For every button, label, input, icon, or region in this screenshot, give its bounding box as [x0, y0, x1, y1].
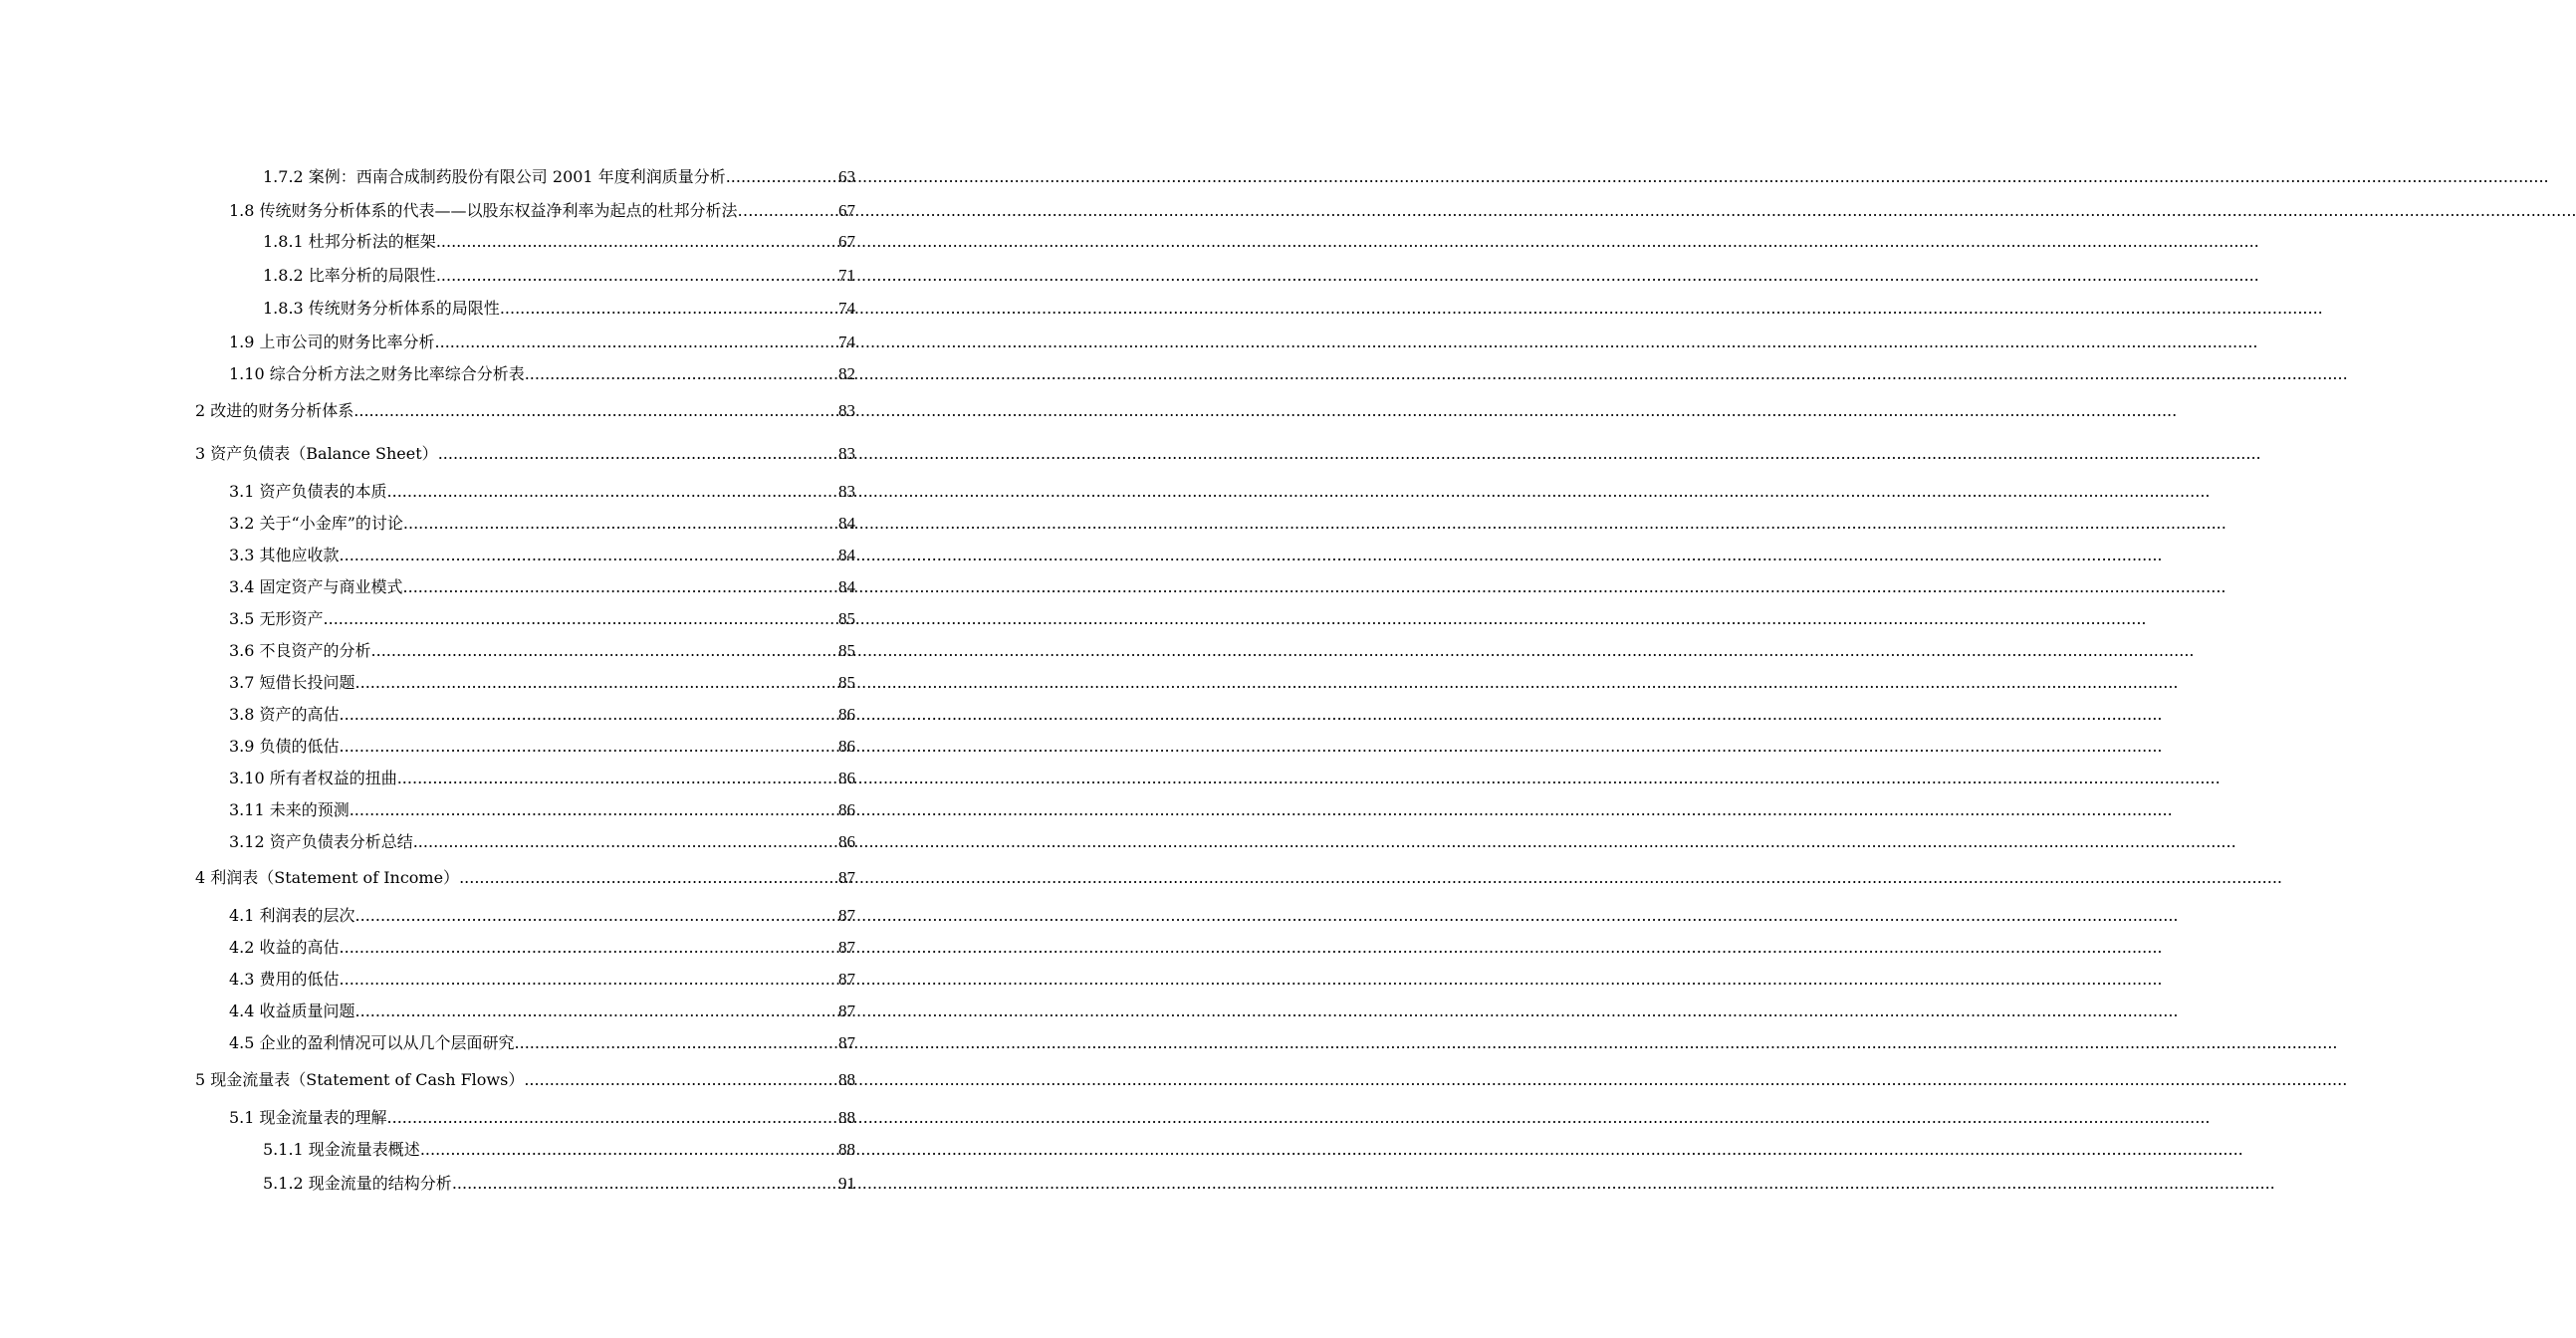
toc-dot-leader	[340, 705, 838, 725]
toc-entry[interactable]	[229, 1029, 855, 1053]
toc-entry-title: 3.4 固定资产与商业模式	[229, 577, 403, 596]
toc-entry-title: 1.8 传统财务分析体系的代表——以股东权益净利率为起点的杜邦分析法…	[229, 201, 754, 220]
toc-entry[interactable]	[229, 573, 855, 597]
toc-entry[interactable]	[229, 934, 855, 958]
toc-dot-leader	[525, 364, 838, 384]
toc-dot-leader	[355, 673, 838, 693]
toc-entry[interactable]	[263, 262, 855, 286]
toc-dot-leader	[340, 546, 838, 565]
toc-entry-page: 74	[838, 333, 855, 351]
toc-entry-title: 3.9 负债的低估	[229, 737, 340, 756]
toc-entry[interactable]	[195, 397, 855, 421]
toc-entry-page: 86	[838, 705, 855, 724]
toc-entry[interactable]	[229, 1104, 855, 1128]
toc-entry-page: 87	[838, 1002, 855, 1020]
toc-entry[interactable]	[229, 828, 855, 852]
toc-entry[interactable]	[229, 542, 855, 565]
toc-dot-leader	[340, 970, 838, 990]
table-of-contents	[0, 0, 946, 1338]
toc-entry-title: 4.5 企业的盈利情况可以从几个层面研究	[229, 1033, 515, 1052]
toc-entry-page: 88	[838, 1108, 855, 1127]
toc-dot-leader	[350, 800, 838, 820]
toc-entry-page: 84	[838, 546, 855, 564]
toc-entry[interactable]	[229, 637, 855, 661]
toc-entry-page: 85	[838, 673, 855, 692]
toc-entry-title: 3.3 其他应收款	[229, 546, 340, 564]
toc-entry-page: 86	[838, 769, 855, 787]
toc-entry[interactable]	[229, 669, 855, 693]
toc-entry-title: 3.12 资产负债表分析总结	[229, 832, 413, 851]
toc-entry[interactable]	[263, 163, 855, 187]
toc-entry-title: 5.1 现金流量表的理解	[229, 1108, 387, 1127]
toc-entry-title: 3.2 关于“小金库”的讨论	[229, 514, 403, 533]
toc-dot-leader	[355, 906, 838, 926]
toc-entry-title: 4 利润表（Statement of Income）	[195, 868, 460, 887]
toc-entry-title: 3.7 短借长投问题	[229, 673, 355, 692]
toc-dot-leader	[515, 1033, 838, 1053]
toc-dot-leader	[355, 1002, 838, 1021]
toc-dot-leader	[438, 444, 838, 464]
toc-entry[interactable]	[229, 701, 855, 725]
toc-entry-page: 88	[838, 1140, 855, 1159]
toc-dot-leader	[726, 167, 838, 187]
toc-entry-page: 91	[838, 1174, 855, 1193]
toc-entry-page: 63	[838, 167, 855, 186]
toc-entry-page: 87	[838, 1033, 855, 1052]
toc-entry[interactable]	[229, 478, 855, 502]
toc-dot-leader	[340, 938, 838, 958]
toc-entry-page: 83	[838, 444, 855, 463]
toc-entry-page: 67	[838, 232, 855, 251]
toc-entry[interactable]	[229, 796, 855, 820]
toc-entry-page: 84	[838, 514, 855, 533]
toc-entry-page: 87	[838, 906, 855, 925]
toc-entry-page: 83	[838, 482, 855, 501]
toc-entry-page: 67	[838, 201, 855, 220]
toc-entry-page: 87	[838, 970, 855, 989]
toc-dot-leader	[324, 609, 838, 629]
toc-entry[interactable]	[229, 966, 855, 990]
toc-entry[interactable]	[229, 765, 855, 788]
toc-entry-title: 3.6 不良资产的分析	[229, 641, 371, 660]
toc-entry-title: 3.11 未来的预测	[229, 800, 350, 819]
toc-entry-title: 1.9 上市公司的财务比率分析	[229, 333, 435, 351]
toc-dot-leader	[413, 832, 838, 852]
toc-entry-page: 87	[838, 868, 855, 887]
toc-dot-leader	[387, 482, 838, 502]
toc-dot-leader	[435, 333, 838, 352]
toc-entry-title: 5 现金流量表（Statement of Cash Flows）	[195, 1070, 525, 1089]
toc-entry-page: 85	[838, 641, 855, 660]
toc-entry[interactable]	[263, 1136, 855, 1160]
toc-entry[interactable]	[263, 295, 855, 319]
toc-dot-leader	[459, 868, 838, 888]
toc-entry[interactable]	[263, 228, 855, 252]
toc-entry[interactable]	[229, 510, 855, 534]
toc-entry-title: 1.8.2 比率分析的局限性	[263, 266, 436, 285]
toc-dot-leader	[500, 299, 838, 319]
toc-entry-page: 86	[838, 800, 855, 819]
toc-entry[interactable]	[195, 1066, 855, 1090]
toc-dot-leader	[353, 401, 838, 421]
toc-entry-page: 86	[838, 737, 855, 756]
toc-entry-title: 1.8.3 传统财务分析体系的局限性	[263, 299, 500, 318]
toc-entry-title: 3 资产负债表（Balance Sheet）	[195, 444, 438, 463]
toc-dot-leader	[397, 769, 838, 788]
toc-entry-title: 4.3 费用的低估	[229, 970, 340, 989]
toc-entry-title: 3.1 资产负债表的本质	[229, 482, 387, 501]
toc-entry-title: 4.1 利润表的层次	[229, 906, 355, 925]
toc-entry[interactable]	[229, 998, 855, 1021]
toc-dot-leader	[403, 514, 838, 534]
toc-entry-title: 4.4 收益质量问题	[229, 1002, 355, 1020]
toc-entry-title: 3.5 无形资产	[229, 609, 324, 628]
toc-entry-page: 74	[838, 299, 855, 318]
toc-dot-leader	[754, 201, 838, 221]
toc-entry-page: 82	[838, 364, 855, 383]
toc-entry-title: 5.1.2 现金流量的结构分析	[263, 1174, 452, 1193]
toc-entry[interactable]	[263, 1170, 855, 1194]
toc-entry-page: 88	[838, 1070, 855, 1089]
toc-entry[interactable]	[229, 329, 855, 352]
toc-dot-leader	[403, 577, 838, 597]
toc-entry[interactable]	[229, 733, 855, 757]
toc-entry-page: 87	[838, 938, 855, 957]
toc-entry-title: 1.10 综合分析方法之财务比率综合分析表	[229, 364, 525, 383]
toc-entry-title: 3.8 资产的高估	[229, 705, 340, 724]
toc-entry[interactable]	[229, 360, 855, 384]
toc-entry[interactable]	[195, 864, 855, 888]
toc-dot-leader	[371, 641, 838, 661]
toc-entry-title: 2 改进的财务分析体系	[195, 401, 354, 420]
toc-entry-page: 83	[838, 401, 855, 420]
toc-entry-title: 3.10 所有者权益的扭曲	[229, 769, 397, 787]
toc-entry-title: 4.2 收益的高估	[229, 938, 340, 957]
toc-entry-title: 1.8.1 杜邦分析法的框架	[263, 232, 436, 251]
toc-entry-page: 86	[838, 832, 855, 851]
toc-entry[interactable]	[195, 440, 855, 464]
toc-dot-leader	[436, 266, 838, 286]
toc-dot-leader	[452, 1174, 838, 1194]
toc-entry[interactable]	[229, 605, 855, 629]
toc-dot-leader	[420, 1140, 838, 1160]
toc-entry-page: 84	[838, 577, 855, 596]
toc-dot-leader	[387, 1108, 838, 1128]
toc-entry-title: 1.7.2 案例：西南合成制药股份有限公司 2001 年度利润质量分析	[263, 167, 726, 186]
toc-entry-title: 5.1.1 现金流量表概述	[263, 1140, 420, 1159]
toc-entry[interactable]	[229, 902, 855, 926]
toc-entry[interactable]	[229, 197, 855, 221]
toc-dot-leader	[524, 1070, 838, 1090]
toc-dot-leader	[436, 232, 838, 252]
toc-dot-leader	[340, 737, 838, 757]
toc-entry-page: 85	[838, 609, 855, 628]
toc-entry-page: 71	[838, 266, 855, 285]
